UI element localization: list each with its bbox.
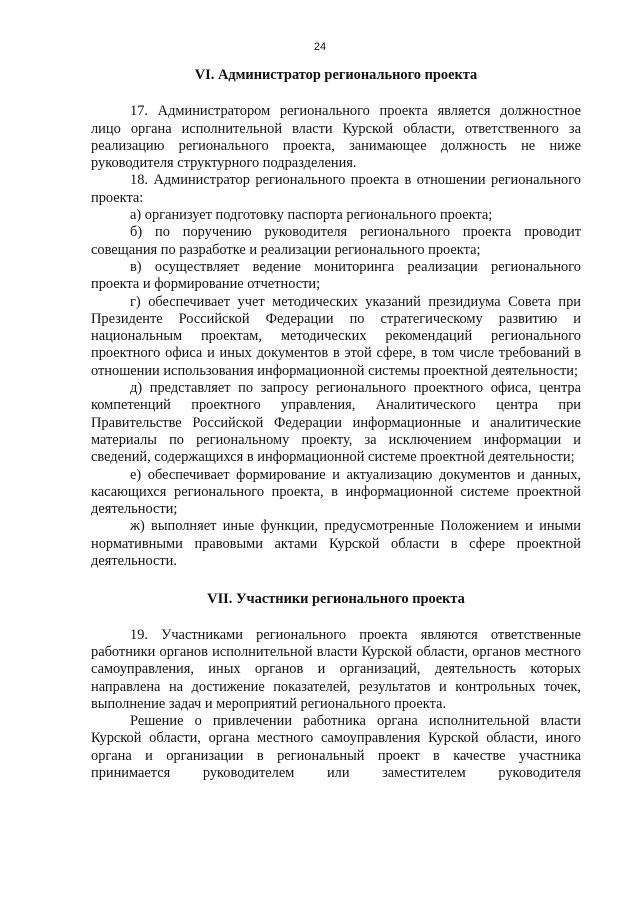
item-e: е) обеспечивает формирование и актуализацию документов и данных, касающихся регионального проекта, в информационной системе проектной деятельности; (91, 466, 581, 518)
paragraph-17: 17. Администратором регионального проекта является должностное лицо органа исполнительной власти Курской области, ответственного за реализацию регионального проекта, занимающее должность не ниже руководителя структурного подразделения. (91, 103, 581, 172)
document-body (91, 60, 581, 782)
section-heading-vii: VII. Участники регионального проекта (207, 591, 465, 608)
item-a: а) организует подготовку паспорта регионального проекта; (130, 207, 493, 224)
paragraph-19: 19. Участниками регионального проекта являются ответственные работники органов исполнительной власти Курской области, органов местного самоуправления, иных органов и организаций, деятельность которых направлена на достижение показателей, результатов и контрольных точек, выполнение задач и мероприятий регионального проекта. (91, 626, 581, 712)
page-number: 24 (313, 41, 327, 53)
paragraph-18: 18. Администратор регионального проекта в отношении регионального проекта: (91, 172, 581, 206)
item-d: д) представляет по запросу регионального проектного офиса, центра компетенций проектного управления, Аналитического центра при Правительстве Российской Федерации информационные и аналитические материалы по региональному проекту, за исключением информации и сведений, содержащихся в информационной системе проектной деятельности; (91, 380, 581, 466)
paragraph-decision: Решение о привлечении работника органа исполнительной власти Курской области, органа местного самоуправления Курской области, иного органа и организации в региональный проект в качестве участника принимается руководителем или заместителем руководителя (91, 713, 581, 781)
item-zh: ж) выполняет иные функции, предусмотренные Положением и иными нормативными правовыми актами Курской области в сфере проектной деятельности. (91, 518, 581, 570)
item-v: в) осуществляет ведение мониторинга реализации регионального проекта и формирование отчетности; (91, 258, 581, 293)
section-heading-vi: VI. Администратор регионального проекта (194, 67, 478, 83)
item-b: б) по поручению руководителя регионального проекта проводит совещания по разработке и реализации регионального проекта; (91, 224, 581, 258)
item-g: г) обеспечивает учет методических указаний президиума Совета при Президенте Российской Федерации по стратегическому развитию и национальным проектам, методических рекомендаций регионального проектного офиса и иных документов в этой сфере, в том числе требований в отношении использования информационной системы проектной деятельности; (91, 293, 581, 379)
